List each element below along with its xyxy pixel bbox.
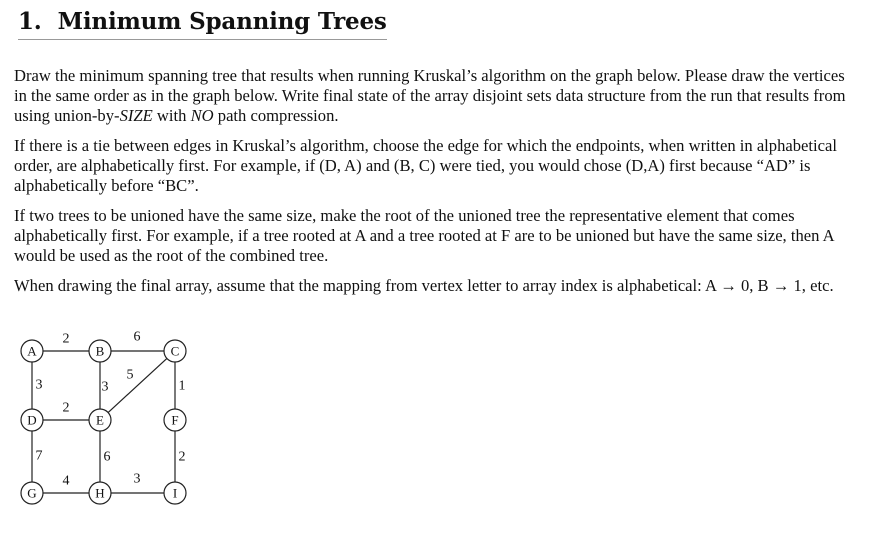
edge-e-c [108, 358, 167, 412]
problem-text [14, 66, 852, 306]
edge-weight-d-g: 7 [35, 448, 43, 464]
instructions-size-emphasis: SIZE [119, 106, 153, 125]
vertex-label-i: I [172, 485, 178, 501]
instructions-text-a: Draw the minimum spanning tree that results when running Kruskal’s algorithm on the graph below. Please draw the vertices in the same order as in the graph below. Write final state of the array disjoint sets data structure from the run that results from using union-by- [14, 66, 846, 125]
graph-svg [10, 326, 200, 511]
instructions-text-c: path compression. [213, 106, 339, 125]
vertex-g [21, 482, 43, 504]
edge-weight-c-f: 1 [178, 378, 186, 394]
edge-weight-d-e: 2 [62, 400, 70, 416]
vertex-h [89, 482, 111, 504]
edge-weight-e-h: 6 [103, 449, 111, 465]
edge-weight-b-e: 3 [101, 379, 109, 395]
paragraph-array-mapping: When drawing the final array, assume that the mapping from vertex letter to array index is alphabetical: A → 0, B → 1, etc. [14, 276, 834, 295]
vertex-label-g: G [27, 485, 37, 501]
graph-diagram [10, 326, 200, 511]
vertex-label-f: F [171, 412, 179, 428]
section-heading [18, 8, 387, 35]
edge-weight-h-i: 3 [133, 471, 141, 487]
vertex-label-d: D [27, 412, 37, 428]
vertex-label-c: C [170, 343, 180, 359]
vertex-i [164, 482, 186, 504]
vertex-d [21, 409, 43, 431]
vertex-e [89, 409, 111, 431]
instructions-text-b: with [152, 106, 191, 125]
heading-underline [18, 39, 387, 40]
paragraph-union-tie: If two trees to be unioned have the same size, make the root of the unioned tree the representative element that comes alphabetically first. For example, if a tree rooted at A and a tree rooted at F are to be unioned but have the same size, then A would be used as the root of the combined tree. [14, 206, 834, 265]
vertex-f [164, 409, 186, 431]
vertex-c [164, 340, 186, 362]
vertex-label-a: A [27, 343, 37, 359]
edge-weight-e-c: 5 [126, 367, 134, 383]
edge-weight-a-b: 2 [62, 331, 70, 347]
instructions-no-emphasis: NO [190, 106, 214, 125]
vertex-label-h: H [95, 485, 105, 501]
edge-weight-g-h: 4 [62, 473, 70, 489]
section-number: 1. [18, 8, 42, 35]
paragraph-edge-tie: If there is a tie between edges in Kruskal’s algorithm, choose the edge for which the endpoints, when written in alphabetical order, are alphabetically first. For example, if (D, A) and (B, C) were tied, you would chose (D,A) first because “AD” is alphabetically before “BC”. [14, 136, 837, 195]
section-title: Minimum Spanning Trees [57, 8, 387, 35]
vertex-b [89, 340, 111, 362]
vertex-label-b: B [95, 343, 105, 359]
edge-weight-a-d: 3 [35, 377, 43, 393]
vertex-a [21, 340, 43, 362]
edge-weight-f-i: 2 [178, 449, 186, 465]
vertex-label-e: E [96, 412, 104, 428]
edge-weight-b-c: 6 [133, 329, 141, 345]
paragraph-instructions [14, 66, 852, 126]
